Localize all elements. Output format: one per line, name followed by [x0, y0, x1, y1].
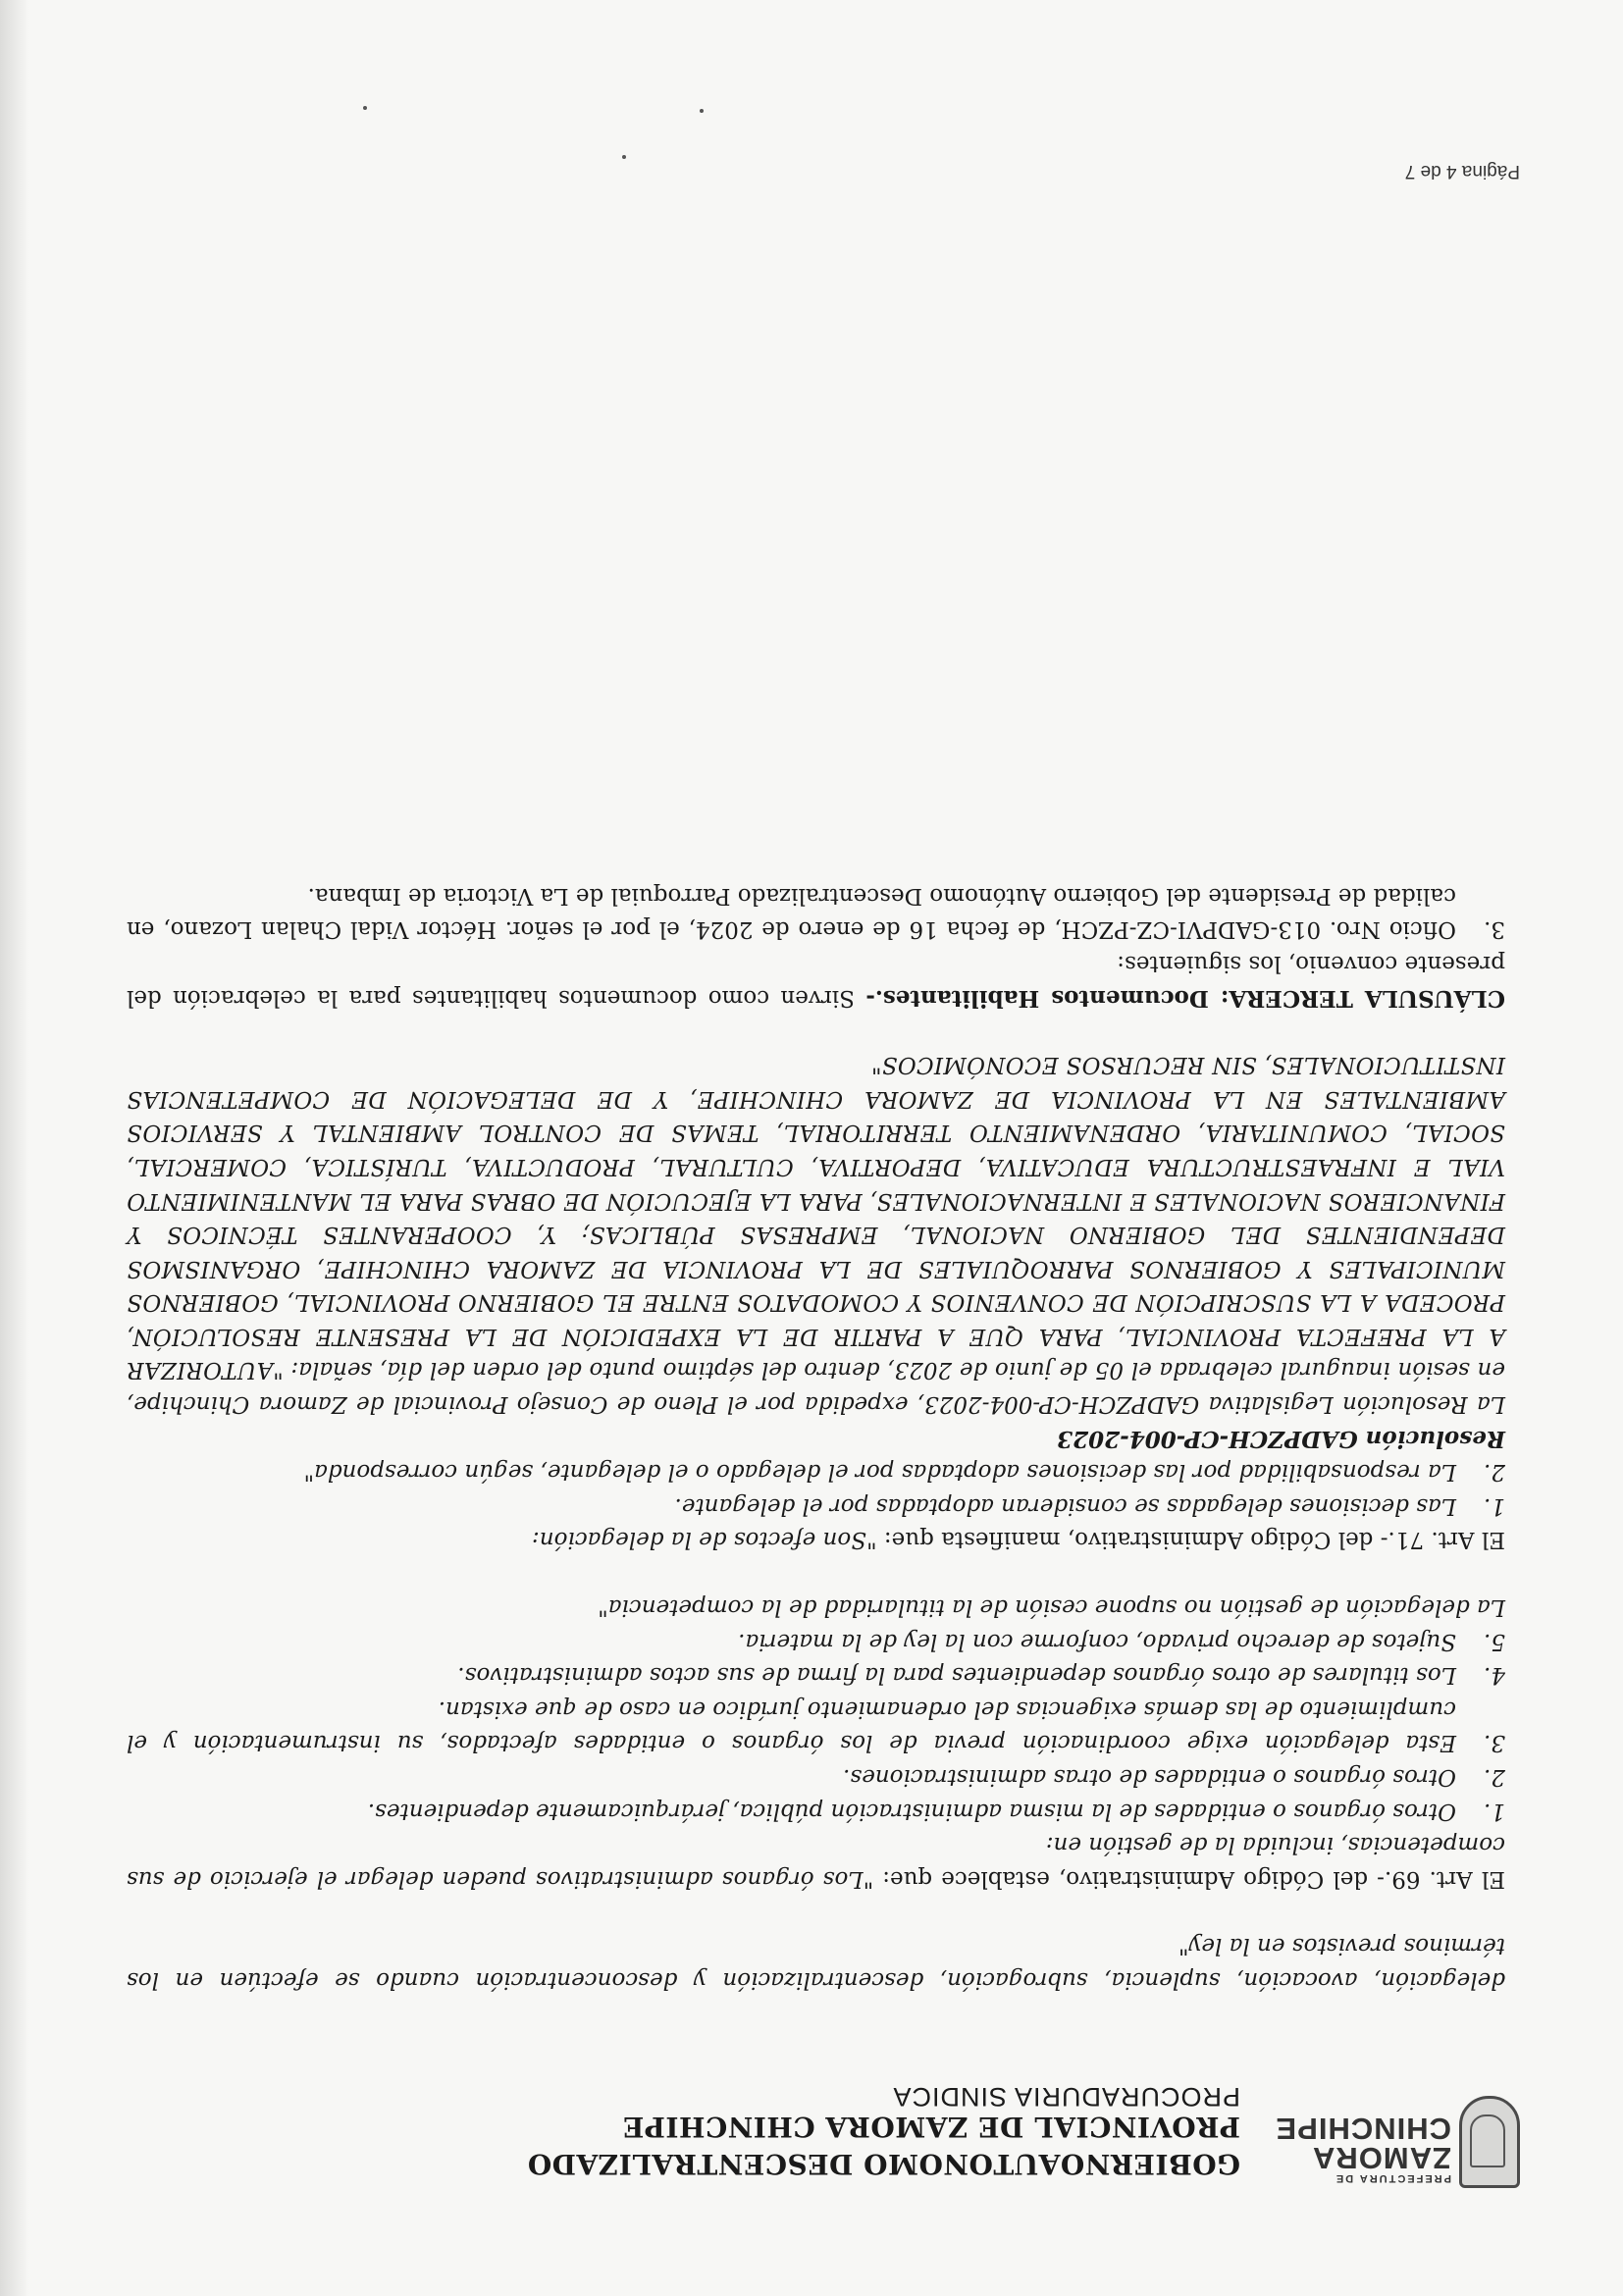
art-69-list: [127, 1624, 1505, 1828]
list-item-text: Los titulares de otros órganos dependientes para la firma de sus actos administrativos.: [457, 1662, 1456, 1689]
resolution-heading: Resolución GADPZCH-CP-004-2023: [1057, 1425, 1505, 1452]
letterhead: [68, 2051, 1520, 2188]
logo-small-text: PREFECTURA DE: [1334, 2172, 1451, 2184]
list-item: [127, 1455, 1505, 1489]
list-item: [127, 1658, 1505, 1693]
clause-text: Sirven como documentos habilitantes para la celebración del presente convenio, los siguientes:: [127, 950, 1505, 1011]
scan-speck: [700, 109, 704, 113]
list-item: [127, 1759, 1505, 1794]
paragraph-delegation-continuation: delegación, avocación, suplencia, subrogación, descentralización y desconcentración cuando se efectúen en los términos previstos en la ley": [127, 1933, 1505, 1993]
list-item-number: 2.: [1484, 1459, 1505, 1486]
art-69-lead: El Art. 69.- del Código Administrativo, establece que: ": [863, 1865, 1505, 1892]
organization-title-line-1: GOBIERNOAUTONOMO DESCENTRALIZADO: [527, 2148, 1240, 2180]
list-item: [127, 1794, 1505, 1828]
list-item-text: Esta delegación exige coordinación previa de los órganos o entidades afectados, su instrumentación y el cumplimiento de las demás exigencias del ordenamiento jurídico en caso de que existan.: [127, 1696, 1456, 1756]
list-item-number: 3.: [1484, 916, 1505, 943]
list-item-number: 4.: [1484, 1662, 1505, 1689]
scan-speck: [622, 155, 626, 159]
list-item-text: Otros órganos o entidades de otras administraciones.: [843, 1764, 1456, 1791]
list-item-text: La responsabilidad por las decisiones adoptadas por el delegado o el delegante, según corresponda": [303, 1459, 1456, 1486]
list-item-text: Sujetos de derecho privado, conforme con la ley de la materia.: [738, 1628, 1456, 1654]
list-item-number: 2.: [1484, 1764, 1505, 1791]
list-item: [127, 878, 1505, 946]
logo-line-1: ZAMORA: [1311, 2141, 1451, 2175]
organization-title: [527, 2108, 1240, 2182]
list-item: [127, 1624, 1505, 1658]
list-item-number: 3.: [1484, 1730, 1505, 1756]
department-subtitle: PROCURADURIA SINDICA: [892, 2082, 1240, 2112]
organization-title-line-2: PROVINCIAL DE ZAMORA CHINCHIPE: [622, 2111, 1240, 2143]
art-71-list: [127, 1455, 1505, 1523]
list-item-text: Las decisiones delegadas se consideran adoptadas por el delegante.: [674, 1492, 1456, 1519]
scan-speck: [363, 106, 367, 110]
enabling-documents-list: [127, 878, 1505, 946]
list-item-number: 1.: [1484, 1798, 1505, 1824]
list-item: [127, 1692, 1505, 1759]
resolution-intro: La Resolución Legislativa GADPZCH-CP-004-2023, expedida por el Pleno de Consejo Provincial de Zamora Chinchipe, en sesión inaugural celebrada el 05 de junio de 2023, dentro del séptimo punto del orden del día, señala: ": [127, 1357, 1505, 1418]
art-71-lead: El Art. 71.- del Código Administrativo, manifiesta que: ": [866, 1527, 1505, 1553]
art-69-quote: Los órganos administrativos pueden delegar el ejercicio de sus competencias, incluida la de gestión en:: [127, 1832, 1505, 1892]
document-body: [127, 878, 1505, 1997]
paragraph-clause-tercera: [127, 946, 1505, 1014]
page-edge-shade: [0, 0, 29, 2296]
art-71-quote: Son efectos de la delegación:: [532, 1527, 867, 1553]
paragraph-art-69: [127, 1828, 1505, 1896]
logo-line-2: CHINCHIPE: [1275, 2112, 1451, 2146]
clause-heading: CLÁUSULA TERCERA: Documentos Habilitantes.-: [865, 984, 1505, 1012]
coat-of-arms-icon: [1459, 2096, 1520, 2188]
list-item-number: 5.: [1484, 1628, 1505, 1654]
prefectura-logo: [1275, 2085, 1520, 2188]
list-item-text: Otros órganos o entidades de la misma administración pública, jerárquicamente dependientes.: [367, 1798, 1456, 1824]
paragraph-delegation-of-management: La delegación de gestión no supone cesión de la titularidad de la competencia": [598, 1594, 1505, 1621]
logo-text: [1275, 2113, 1451, 2184]
list-item-text: Oficio Nro. 013-GADPVI-CZ-PZCH, de fecha 16 de enero de 2024, el por el señor. Héctor Vidal Chalan Lozano, en calidad de Presidente del Gobierno Autónomo Descentralizado Parroquial de La Victoria de Imbana.: [127, 882, 1456, 943]
page-number: Página 4 de 7: [1404, 161, 1520, 182]
resolution-quote: AUTORIZAR A LA PREFECTA PROVINCIAL, PARA QUE A PARTIR DE LA EXPEDICIÓN DE LA PRESENTE RESOLUCIÓN, PROCEDA A LA SUSCRIPCIÓN DE CONVENIOS Y COMODATOS ENTRE EL GOBIERNO PROVINCIAL, GOBIERNOS MUNICIPALES Y GOBIERNOS PARROQUIALES DE LA PROVINCIA DE ZAMORA CHINCHIPE, ORGANISMOS DEPENDIENTES DEL GOBIERNO NACIONAL, EMPRESAS PÚBLICAS; Y, COOPERANTES TÉCNICOS Y FINANCIEROS NACIONALES E INTERNACIONALES, PARA LA EJECUCIÓN DE OBRAS PARA EL MANTENIMIENTO VIAL E INFRAESTRUCTURA EDUCATIVA, DEPORTIVA, CULTURAL, PRODUCTIVA, TURÍSTICA, COMERCIAL, SOCIAL, COMUNITARIA, ORDENAMIENTO TERRITORIAL, TEMAS DE CONTROL AMBIENTAL Y SERVICIOS AMBIENTALES EN LA PROVINCIA DE ZAMORA CHINCHIPE, Y DE DELEGACIÓN DE COMPETENCIAS INSTITUCIONALES, SIN RECURSOS ECONÓMICOS": [127, 1052, 1505, 1383]
paragraph-resolution: [127, 1048, 1505, 1422]
list-item-number: 1.: [1484, 1492, 1505, 1519]
paragraph-art-71: [127, 1523, 1505, 1557]
list-item: [127, 1488, 1505, 1523]
